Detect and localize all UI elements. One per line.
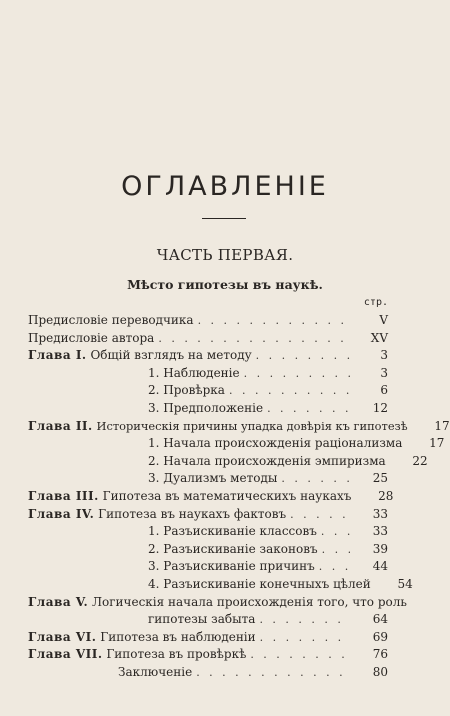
dot-leader [198,312,350,329]
toc-entry-page: 33 [372,506,388,521]
toc-chapter [28,629,388,647]
title-divider [202,218,246,219]
toc-entry-page: 33 [372,524,388,539]
toc-entry-page: 64 [372,612,388,627]
toc-entry-page: 44 [372,559,388,574]
toc-chapter [28,347,388,365]
toc-chapter [28,506,388,524]
toc-entry-page: 22 [412,453,428,468]
toc-section [28,382,388,400]
toc-entry [28,312,388,330]
toc-entry-page: 76 [372,647,388,662]
dot-leader [229,382,350,399]
toc-section [28,435,445,453]
toc-entry-label: 1. Разъискиваніе классовъ [148,524,317,539]
toc-chapter [28,594,407,612]
toc-entry-page: 12 [372,400,388,415]
dot-leader [321,523,350,540]
dot-leader [244,365,350,382]
toc-entry-label: 2. Разъискиваніе законовъ [148,541,318,556]
dot-leader [250,646,350,663]
toc-entry-page: 39 [372,541,388,556]
toc-entry-label: 1. Начала происхожденія раціонализма [148,436,403,451]
dot-leader [290,506,350,523]
toc-section [28,453,428,471]
dot-leader [281,470,350,487]
toc-chapter [28,488,394,506]
toc-entry-page: XV [370,330,388,345]
part-heading: ЧАСТЬ ПЕРВАЯ. [156,246,294,264]
toc-entry-page: 25 [372,471,388,486]
toc-entry-page: 80 [372,664,388,679]
toc-section [28,558,388,576]
chapter-number: Глава IV. [28,506,95,521]
toc-section [28,541,388,559]
toc-entry-page: 28 [378,488,394,503]
dot-leader [319,558,350,575]
chapter-number: Глава VI. [28,629,97,644]
part-subtitle: Мѣсто гипотезы въ наукѣ. [127,277,323,292]
toc-entry-page: 17 [434,418,450,433]
dot-leader [259,611,350,628]
toc-entry-label: 2. Начала происхожденія эмпиризма [148,453,386,468]
toc-entry-page: 3 [380,348,388,363]
dot-leader [256,347,350,364]
toc-entry-label: 3. Предположеніе [148,400,264,415]
chapter-number: Глава III. [28,488,99,503]
toc-entry-label: Историческія причины упадка довѣрія къ гипотезѣ [96,418,408,433]
toc-entry-label: Гипотеза въ математическихъ наукахъ [102,488,352,503]
toc-entry-page: 3 [380,365,388,380]
toc-entry-label: Гипотеза въ наблюденіи [100,629,256,644]
toc-section [28,365,388,383]
table-of-contents [28,312,450,681]
toc-entry-label: 2. Провѣрка [148,383,225,398]
toc-entry-page: 17 [429,436,445,451]
dot-leader [158,330,350,347]
dot-leader [267,400,350,417]
toc-entry [28,664,388,682]
toc-entry-page: 6 [380,383,388,398]
toc-section [28,400,388,418]
toc-entry-label: Предисловіе переводчика [28,313,194,327]
chapter-number: Глава I. [28,348,87,363]
toc-entry-label: Гипотеза въ провѣркѣ [106,647,247,662]
toc-entry-label: Предисловіе автора [28,330,155,345]
toc-entry-label: 1. Наблюденіе [148,365,240,380]
toc-entry-label: Гипотеза въ наукахъ фактовъ [98,506,287,521]
toc-chapter-continuation [28,611,388,629]
toc-entry-label: 3. Дуализмъ методы [148,471,278,486]
toc-entry-page: V [379,313,388,327]
chapter-number: Глава II. [28,418,93,433]
toc-entry [28,330,388,348]
toc-entry-label: Общій взглядъ на методу [90,348,252,363]
toc-entry-label: гипотезы забыта [148,612,256,627]
dot-leader [196,664,350,681]
page-column-header: стр. [363,297,388,308]
page-title: ОГЛАВЛЕНІЕ [121,171,329,202]
chapter-number: Глава V. [28,594,89,609]
toc-entry-label: Заключеніе [118,664,193,679]
toc-section [28,470,388,488]
toc-entry-page: 54 [397,576,413,591]
toc-section [28,523,388,541]
dot-leader [260,629,350,646]
toc-entry-label: 3. Разъискиваніе причинъ [148,559,315,574]
toc-entry-label: Логическія начала происхожденія того, что роль [92,594,407,609]
chapter-number: Глава VII. [28,647,103,662]
toc-section [28,576,413,594]
toc-entry-page: 69 [372,629,388,644]
toc-chapter [28,646,388,664]
toc-chapter [28,418,450,436]
toc-entry-label: 4. Разъискиваніе конечныхъ цѣлей [148,576,371,591]
dot-leader [322,541,350,558]
